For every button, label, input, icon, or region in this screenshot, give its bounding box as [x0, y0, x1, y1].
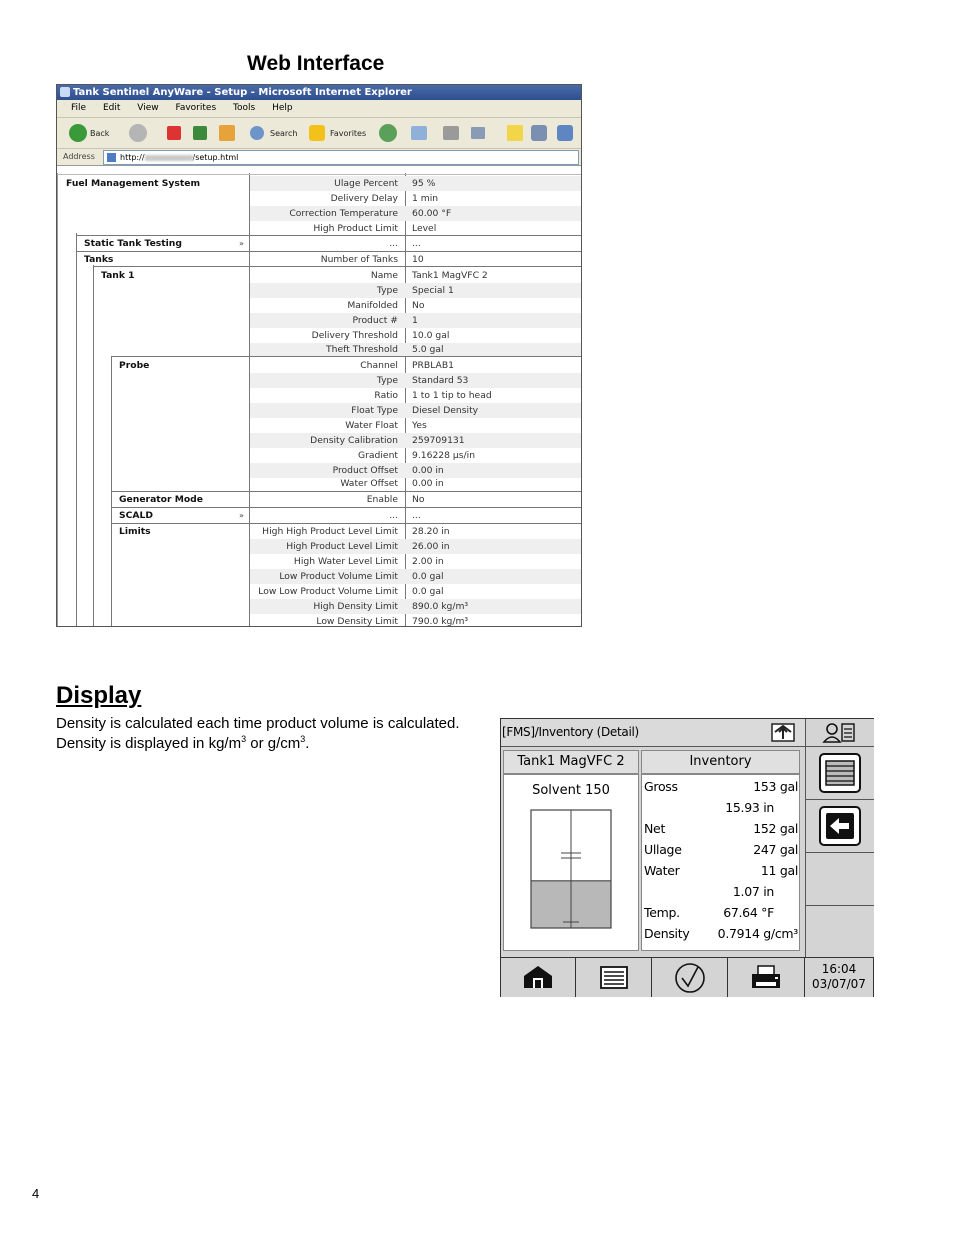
setting-value[interactable]: Level [412, 223, 437, 234]
display-side-buttons [805, 719, 874, 957]
setting-label: Density Calibration [310, 435, 398, 446]
search-label[interactable]: Search [270, 129, 298, 138]
setting-row[interactable] [250, 569, 581, 584]
inventory-label: Temp. [644, 905, 680, 920]
inventory-header: Inventory [641, 750, 800, 774]
setting-row[interactable] [250, 221, 581, 236]
indent-line-2 [93, 265, 94, 626]
inventory-value: 11 gal [760, 863, 798, 878]
browser-title: Tank Sentinel AnyWare - Setup - Microsoft Internet Explorer [73, 87, 412, 98]
home-icon[interactable] [219, 125, 235, 141]
description-line-1: Density is calculated each time product volume is calculated. [56, 715, 460, 732]
display-bottom-bar [501, 957, 873, 997]
setting-value[interactable]: Special 1 [412, 285, 454, 296]
setting-value[interactable]: Diesel Density [412, 405, 479, 416]
setting-value[interactable]: 1 to 1 tip to head [412, 390, 492, 401]
address-label: Address [63, 152, 95, 161]
user-list-icon [806, 719, 874, 746]
setting-value[interactable]: 9.16228 µs/in [412, 450, 476, 461]
inventory-value: 0.7914 g/cm³ [717, 926, 798, 941]
inventory-row [643, 798, 798, 818]
setting-label: High Water Level Limit [293, 556, 398, 567]
setting-row[interactable] [250, 236, 581, 251]
inventory-row [643, 861, 798, 881]
blank-side-button-1[interactable] [806, 853, 874, 906]
setting-value[interactable]: 0.0 gal [412, 571, 444, 582]
inventory-value: 152 gal [753, 821, 798, 836]
browser-toolbar [57, 118, 581, 149]
tank-graphic-panel [503, 774, 639, 951]
setting-row[interactable] [250, 463, 581, 478]
favorites-label[interactable]: Favorites [330, 129, 367, 138]
tank-level-graphic [530, 809, 612, 929]
browser-title-bar [57, 85, 581, 100]
setting-label: Product Offset [332, 465, 398, 476]
browser-menu-bar [57, 100, 581, 118]
list-button[interactable] [806, 747, 874, 800]
console-display-screenshot [500, 718, 874, 997]
inventory-row [643, 924, 798, 944]
checkmark-icon [652, 958, 727, 997]
favorites-star-icon[interactable] [309, 125, 325, 141]
setting-row[interactable] [250, 252, 581, 267]
setting-row[interactable] [250, 433, 581, 448]
expand-arrow-scald[interactable]: » [239, 511, 244, 520]
setting-row[interactable] [250, 328, 581, 343]
menu-tools[interactable]: Tools [233, 103, 256, 113]
display-heading: Display [56, 682, 142, 709]
inventory-detail-panel [501, 747, 805, 957]
menu-favorites[interactable]: Favorites [175, 103, 217, 113]
setting-value[interactable]: ... [412, 238, 421, 249]
tree-tank1[interactable]: Tank 1 [101, 270, 135, 281]
setting-label: Ratio [374, 390, 398, 401]
address-bar [57, 149, 581, 166]
setting-value[interactable]: 95 % [412, 178, 436, 189]
setup-tree-content [57, 173, 581, 626]
menu-list-button[interactable] [576, 958, 652, 997]
setting-value[interactable]: Standard 53 [412, 375, 469, 386]
menu-help[interactable]: Help [272, 103, 293, 113]
setting-label: Water Offset [340, 478, 398, 489]
setting-value[interactable]: 1 [412, 315, 418, 326]
inventory-value: 67.64 °F [723, 905, 774, 920]
setting-value[interactable]: 1 min [412, 193, 439, 204]
setting-label: High High Product Level Limit [262, 526, 398, 537]
display-clock [805, 958, 873, 997]
setting-row[interactable] [250, 268, 581, 283]
page-icon [107, 153, 116, 162]
description-line-2 [56, 734, 309, 752]
setting-row[interactable] [250, 584, 581, 599]
setting-row[interactable] [250, 539, 581, 554]
forward-icon[interactable] [129, 124, 147, 142]
print-icon[interactable] [443, 126, 459, 140]
inventory-row [643, 819, 798, 839]
setting-label: Theft Threshold [326, 344, 398, 355]
setting-value[interactable]: ... [412, 510, 421, 521]
setting-label: Correction Temperature [289, 208, 398, 219]
setting-label: Low Low Product Volume Limit [258, 586, 398, 597]
setting-label: Channel [360, 360, 398, 371]
setting-label: High Density Limit [313, 601, 398, 612]
printer-icon [728, 958, 804, 997]
back-icon[interactable] [69, 124, 87, 142]
setting-value[interactable]: 259709131 [412, 435, 465, 446]
inventory-row [643, 777, 798, 797]
setting-row[interactable] [250, 176, 581, 191]
setting-row[interactable] [250, 358, 581, 373]
tree-static-tank-testing[interactable]: Static Tank Testing [84, 238, 182, 249]
setting-value[interactable]: No [412, 494, 425, 505]
setting-row[interactable] [250, 508, 581, 523]
setting-value[interactable]: Tank1 MagVFC 2 [412, 270, 488, 281]
inventory-label: Net [644, 821, 666, 836]
tree-limits[interactable]: Limits [119, 526, 151, 537]
setting-row[interactable] [250, 343, 581, 356]
address-prefix: http:// [120, 153, 145, 162]
setting-value[interactable]: 790.0 kg/m³ [412, 616, 469, 627]
page-number: 4 [32, 1186, 40, 1201]
address-suffix: /setup.html [192, 153, 239, 162]
display-date: 03/07/07 [812, 977, 866, 991]
setting-label: Low Product Volume Limit [279, 571, 398, 582]
home-icon [501, 958, 575, 997]
setting-row[interactable] [250, 524, 581, 539]
tree-tanks[interactable]: Tanks [84, 254, 114, 265]
setting-value[interactable]: 26.00 in [412, 541, 450, 552]
setting-label: Float Type [351, 405, 398, 416]
setting-row[interactable] [250, 492, 581, 507]
separator-probe [111, 356, 581, 357]
setting-label: Water Float [345, 420, 398, 431]
setting-label: Name [370, 270, 398, 281]
desc-sup: 3 [300, 734, 306, 744]
search-icon[interactable] [250, 126, 264, 140]
display-time: 16:04 [821, 962, 857, 976]
address-blurred-host [145, 155, 193, 161]
inventory-value: 153 gal [753, 779, 798, 794]
inventory-row [643, 903, 798, 923]
user-menu-button[interactable] [806, 719, 874, 747]
research-icon[interactable] [531, 125, 547, 141]
setting-label: Number of Tanks [320, 254, 398, 265]
ie-icon [60, 87, 70, 97]
desc-text: or g/cm [246, 735, 301, 752]
back-button[interactable] [806, 800, 874, 853]
setting-row[interactable] [250, 554, 581, 569]
setting-label: High Product Limit [313, 223, 398, 234]
inventory-value: 1.07 in [732, 884, 774, 899]
setting-label: Ulage Percent [334, 178, 398, 189]
setting-label: Low Density Limit [316, 616, 398, 627]
setting-row[interactable] [250, 599, 581, 614]
setting-row[interactable] [250, 313, 581, 328]
menu-file[interactable]: File [71, 103, 87, 113]
setting-row[interactable] [250, 418, 581, 433]
setting-value[interactable]: Yes [412, 420, 427, 431]
setting-row[interactable] [250, 283, 581, 298]
setting-label: Product # [352, 315, 398, 326]
back-label[interactable]: Back [90, 129, 110, 138]
setting-row[interactable] [250, 403, 581, 418]
home-up-icon[interactable] [771, 723, 795, 742]
refresh-icon[interactable] [193, 126, 207, 140]
setting-label: Delivery Delay [330, 193, 398, 204]
tank-name-header: Tank1 MagVFC 2 [503, 750, 639, 774]
setting-value[interactable]: 0.0 gal [412, 586, 444, 597]
inventory-value: 15.93 in [725, 800, 774, 815]
setting-value[interactable]: 5.0 gal [412, 344, 444, 355]
setting-value[interactable]: 0.00 in [412, 478, 444, 489]
setting-label: Gradient [358, 450, 398, 461]
setting-label: Manifolded [347, 300, 398, 311]
address-input[interactable] [103, 150, 579, 165]
inventory-value: 247 gal [753, 842, 798, 857]
setting-value[interactable]: 890.0 kg/m³ [412, 601, 469, 612]
setting-label: ... [389, 510, 398, 521]
display-breadcrumb: [FMS]/Inventory (Detail) [502, 725, 639, 739]
mail-icon[interactable] [411, 126, 427, 140]
list-icon [806, 747, 874, 799]
setting-label: High Product Level Limit [286, 541, 398, 552]
setting-label: Type [376, 375, 398, 386]
back-arrow-icon [806, 800, 874, 852]
setting-row[interactable] [250, 477, 581, 491]
setting-value[interactable]: No [412, 300, 425, 311]
setting-value[interactable]: 60.00 °F [412, 208, 452, 219]
inventory-label: Gross [644, 779, 678, 794]
setting-value[interactable]: 2.00 in [412, 556, 444, 567]
tree-generator-mode[interactable]: Generator Mode [119, 494, 203, 505]
desc-text: . [305, 735, 310, 752]
edit-icon[interactable] [471, 127, 485, 139]
inventory-label: Density [644, 926, 690, 941]
home-button[interactable] [501, 958, 576, 997]
setting-row[interactable] [250, 373, 581, 388]
indent-line-1 [76, 233, 77, 626]
setting-row[interactable] [250, 298, 581, 313]
blank-side-button-2[interactable] [806, 906, 874, 957]
inventory-row [643, 882, 798, 902]
setting-value[interactable]: 28.20 in [412, 526, 450, 537]
separator-top [57, 174, 581, 175]
stop-icon[interactable] [167, 126, 181, 140]
setting-value[interactable]: PRBLAB1 [412, 360, 454, 371]
expand-arrow-static[interactable]: » [239, 239, 244, 248]
setting-row[interactable] [250, 388, 581, 403]
desc-sup: 3 [241, 734, 247, 744]
setting-label: Type [376, 285, 398, 296]
notes-icon[interactable] [507, 125, 523, 141]
print-button[interactable] [728, 958, 805, 997]
browser-screenshot [56, 84, 582, 627]
inventory-row [643, 840, 798, 860]
setting-row[interactable] [250, 614, 581, 627]
setting-label: Enable [366, 494, 398, 505]
menu-view[interactable]: View [137, 103, 159, 113]
list-icon [576, 958, 651, 997]
tree-scald[interactable]: SCALD [119, 510, 153, 521]
setting-value[interactable]: 10 [412, 254, 424, 265]
setting-value[interactable]: 0.00 in [412, 465, 444, 476]
accept-button[interactable] [652, 958, 728, 997]
desc-text: Density is displayed in kg/m [56, 735, 242, 752]
setting-row[interactable] [250, 206, 581, 221]
setting-value[interactable]: 10.0 gal [412, 330, 450, 341]
tree-left-border [57, 173, 58, 626]
tree-probe[interactable]: Probe [119, 360, 150, 371]
setting-label: ... [389, 238, 398, 249]
setting-row[interactable] [250, 191, 581, 206]
inventory-label: Ullage [644, 842, 682, 857]
menu-edit[interactable]: Edit [102, 103, 121, 113]
history-icon[interactable] [379, 124, 397, 142]
display-header [501, 719, 806, 747]
inventory-values-panel [641, 774, 800, 951]
product-name: Solvent 150 [532, 783, 610, 798]
messenger-icon[interactable] [557, 125, 573, 141]
setting-label: Delivery Threshold [311, 330, 398, 341]
tree-fms[interactable]: Fuel Management System [66, 178, 201, 189]
inventory-label: Water [644, 863, 680, 878]
web-interface-heading: Web Interface [247, 52, 385, 75]
setting-row[interactable] [250, 448, 581, 463]
